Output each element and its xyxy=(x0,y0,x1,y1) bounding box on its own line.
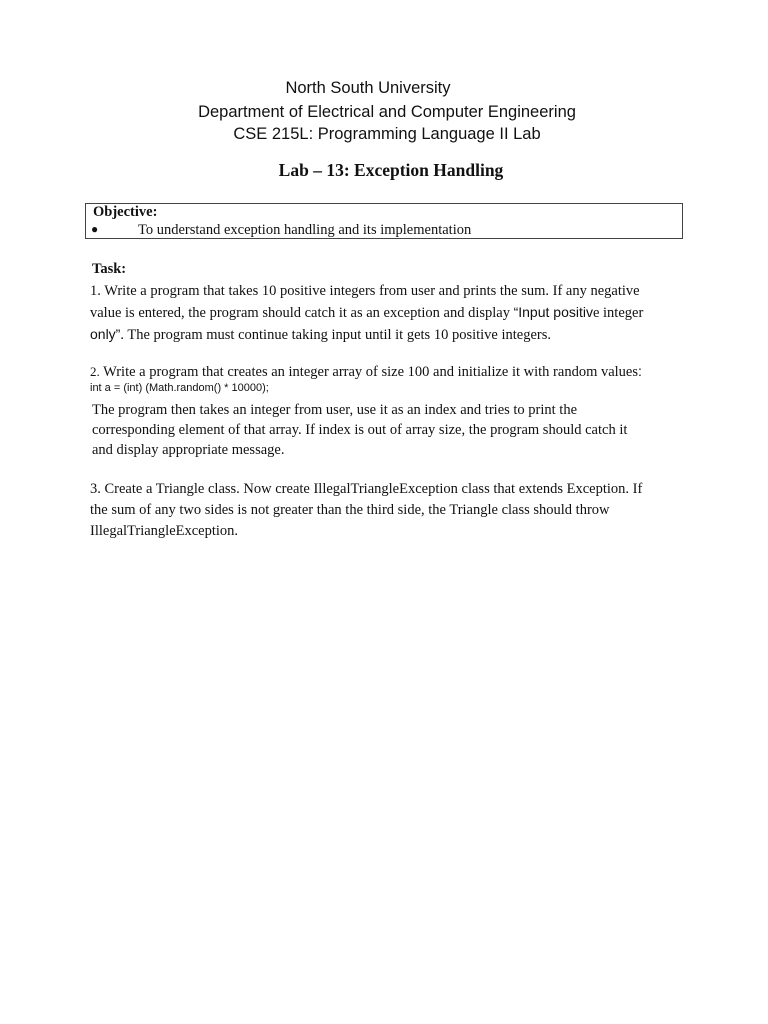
bullet-icon: ● xyxy=(91,222,99,236)
task-1-line-3 xyxy=(90,324,690,346)
task-3-line-2: the sum of any two sides is not greater than the third side, the Triangle class should throw xyxy=(90,502,610,518)
task-1-line-1: 1. Write a program that takes 10 positive integers from user and prints the sum. If any negative xyxy=(90,283,640,299)
task-2-number: 2. xyxy=(90,364,100,379)
task-1-line-2 xyxy=(90,302,690,324)
university-name: North South University xyxy=(285,79,451,97)
task-1-paragraph xyxy=(90,281,690,346)
task-2-line-2: The program then takes an integer from user, use it as an index and tries to print the xyxy=(92,402,578,418)
task-2-paragraph xyxy=(92,400,692,460)
task-2-line-1: Write a program that creates an integer array of size 100 and initialize it with random values xyxy=(99,364,639,380)
task-1-line-3-text: . The program must continue taking input until it gets 10 positive integers. xyxy=(120,327,552,343)
department-name: Department of Electrical and Computer Engineering xyxy=(198,103,576,121)
objective-title: Objective: xyxy=(93,204,158,220)
task-2-colon: : xyxy=(638,363,642,379)
task-2-line-3: corresponding element of that array. If index is out of array size, the program should catch it xyxy=(92,422,628,438)
task-1-quote-start: “Input positiv xyxy=(513,304,593,320)
task-title: Task: xyxy=(92,261,127,277)
objective-text: To understand exception handling and its implementation xyxy=(138,222,472,238)
course-title: CSE 215L: Programming Language II Lab xyxy=(233,125,541,143)
objective-box xyxy=(85,203,683,239)
task-3-paragraph xyxy=(90,479,690,542)
task-1-quote-end: only” xyxy=(90,326,121,342)
task-2-line-4: and display appropriate message. xyxy=(92,442,285,458)
task-3-line-3: IllegalTriangleException. xyxy=(90,523,239,539)
lab-title: Lab – 13: Exception Handling xyxy=(278,160,504,180)
task-2-code: int a = (int) (Math.random() * 10000); xyxy=(90,382,269,394)
task-3-line-1: 3. Create a Triangle class. Now create IllegalTriangleException class that extends Exception. If xyxy=(90,481,643,497)
task-1-line-2-end: e integer xyxy=(592,305,644,321)
task-1-line-2-text: value is entered, the program should catch it as an exception and display xyxy=(90,305,514,321)
